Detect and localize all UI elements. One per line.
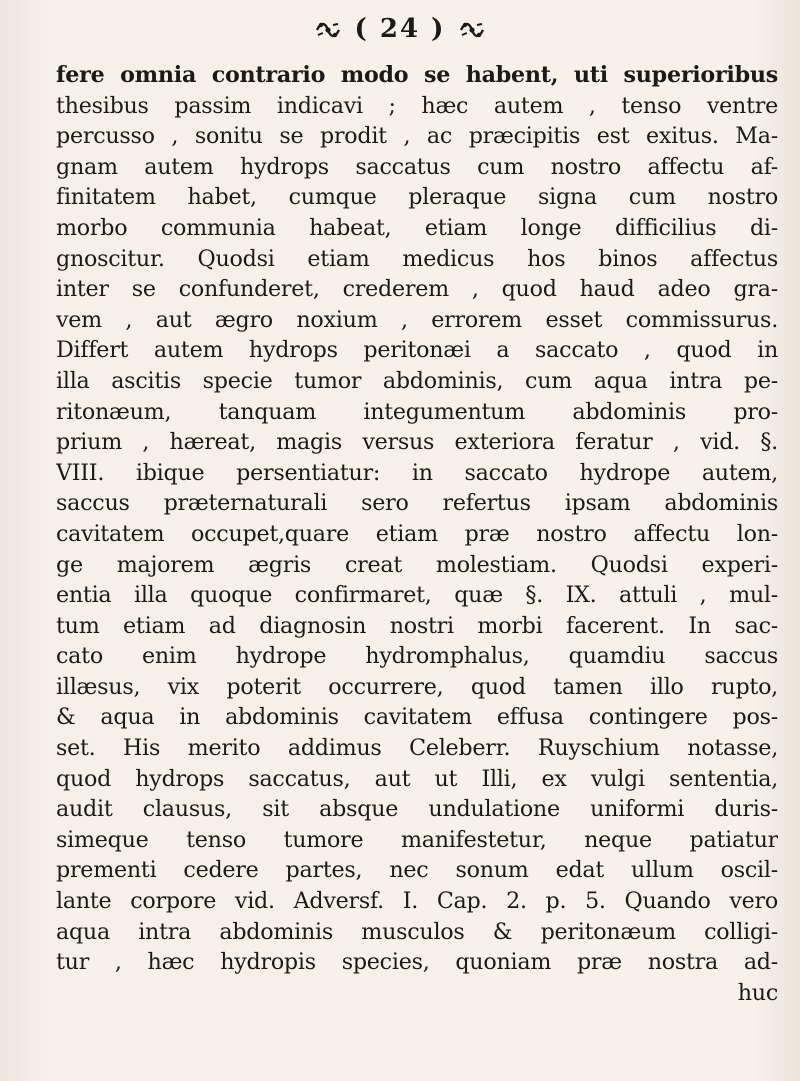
text-line: tum etiam ad diagnosin nostri morbi facerent. In sac-	[56, 612, 778, 639]
text-line: vem , aut ægro noxium , errorem esset commissurus.	[56, 306, 778, 333]
text-line: quod hydrops saccatus, aut ut Illi, ex vulgi sententia,	[56, 765, 778, 792]
text-line: tur , hæc hydropis species, quoniam præ nostra ad-	[56, 949, 778, 976]
text-line: simeque tenso tumore manifestetur, neque patiatur	[56, 826, 778, 853]
text-line: gnoscitur. Quodsi etiam medicus hos binos affectus	[56, 245, 778, 272]
text-line: Differt autem hydrops peritonæi a saccato , quod in	[56, 337, 778, 364]
text-line: set. His merito addimus Celeberr. Ruyschium notasse,	[56, 735, 778, 762]
text-line: & aqua in abdominis cavitatem effusa contingere pos-	[56, 704, 778, 731]
text-line: morbo communia habeat, etiam longe difficilius di-	[56, 214, 778, 241]
text-line: huc	[737, 979, 778, 1006]
text-line: prium , hæreat, magis versus exteriora feratur , vid. §.	[56, 429, 778, 456]
text-line: cavitatem occupet,quare etiam præ nostro affectu lon-	[56, 520, 778, 547]
body-text	[56, 60, 778, 1008]
text-line: lante corpore vid. Adversf. I. Cap. 2. p. 5. Quando vero	[56, 888, 778, 915]
text-line: cato enim hydrope hydromphalus, quamdiu saccus	[56, 643, 778, 670]
text-line: VIII. ibique persentiatur: in saccato hydrope autem,	[56, 459, 778, 486]
text-line: audit clausus, sit absque undulatione uniformi duris-	[56, 796, 778, 823]
text-line: gnam autem hydrops saccatus cum nostro affectu af-	[56, 153, 778, 180]
text-line: fere omnia contrario modo se habent, uti superioribus	[56, 62, 778, 88]
text-line: ge majorem ægris creat molestiam. Quodsi experi-	[56, 551, 778, 578]
text-line: finitatem habet, cumque pleraque signa cum nostro	[56, 184, 778, 211]
text-line: saccus præternaturali sero refertus ipsam abdominis	[56, 490, 778, 517]
ornament-icon	[315, 18, 341, 40]
text-line: aqua intra abdominis musculos & peritonæum colligi-	[56, 918, 778, 945]
page-number: ( 24 )	[354, 14, 446, 44]
text-line: ritonæum, tanquam integumentum abdominis pro-	[56, 398, 778, 425]
text-line: percusso , sonitu se prodit , ac præcipitis est exitus. Ma-	[56, 123, 778, 150]
text-line: entia illa quoque confirmaret, quæ §. IX. attuli , mul-	[56, 582, 778, 609]
ornament-icon	[459, 18, 485, 40]
page-header	[0, 14, 800, 44]
text-line: inter se confunderet, crederem , quod haud adeo gra-	[56, 276, 778, 303]
text-line: illa ascitis specie tumor abdominis, cum aqua intra pe-	[56, 367, 778, 394]
text-line: illæsus, vix poterit occurrere, quod tamen illo rupto,	[56, 673, 778, 700]
text-line: prementi cedere partes, nec sonum edat ullum oscil-	[56, 857, 778, 884]
text-line: thesibus passim indicavi ; hæc autem , tenso ventre	[56, 92, 778, 119]
